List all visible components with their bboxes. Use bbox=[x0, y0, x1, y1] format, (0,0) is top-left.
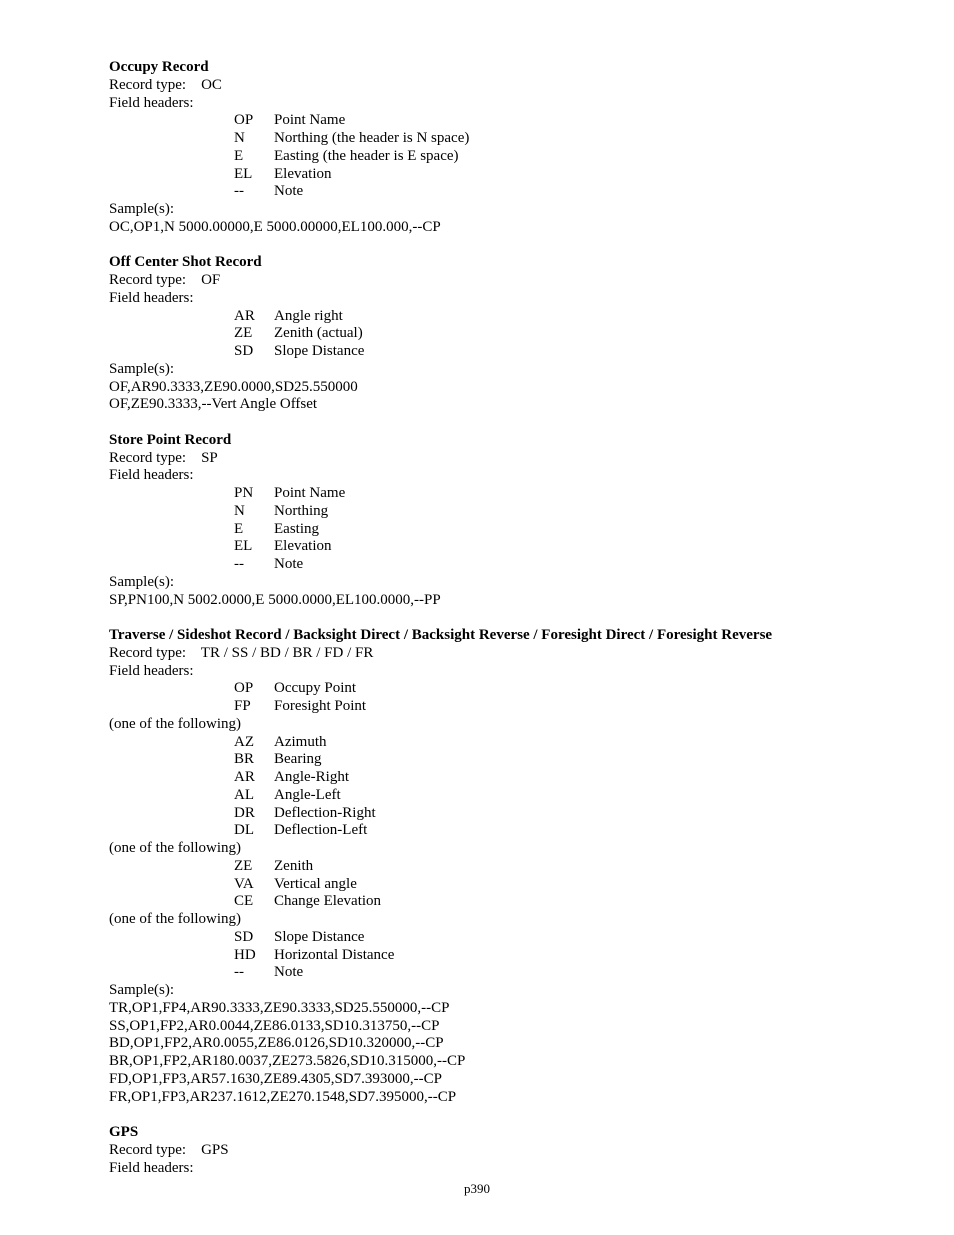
record-type-value: SP bbox=[201, 449, 218, 466]
field-desc: Zenith (actual) bbox=[274, 325, 363, 342]
field-code: DR bbox=[234, 804, 255, 821]
field-row bbox=[109, 485, 909, 503]
record-type-label: Record type: bbox=[109, 449, 187, 466]
field-desc: Elevation bbox=[274, 538, 332, 555]
field-row bbox=[109, 787, 909, 805]
sample-line: FR,OP1,FP3,AR237.1612,ZE270.1548,SD7.395000,--CP bbox=[109, 1088, 457, 1105]
field-row bbox=[109, 876, 909, 894]
group-label: (one of the following) bbox=[109, 715, 242, 732]
field-code: E bbox=[234, 520, 244, 537]
field-row bbox=[109, 183, 909, 201]
record-type-line bbox=[109, 450, 909, 468]
section-off-center-shot-record bbox=[109, 254, 909, 414]
field-code: N bbox=[234, 502, 245, 519]
samples-label: Sample(s): bbox=[109, 201, 174, 217]
field-code: OP bbox=[234, 680, 254, 697]
field-code: VA bbox=[234, 875, 254, 892]
sample-line: OF,AR90.3333,ZE90.0000,SD25.550000 bbox=[109, 378, 358, 395]
page-number: p390 bbox=[464, 1181, 490, 1196]
record-type-label: Record type: bbox=[109, 644, 187, 661]
field-code: E bbox=[234, 147, 244, 164]
field-desc: Easting (the header is E space) bbox=[274, 147, 459, 164]
record-type-line bbox=[109, 1142, 909, 1160]
field-desc: Note bbox=[274, 964, 304, 981]
record-type-value: OF bbox=[201, 272, 221, 288]
field-row bbox=[109, 308, 909, 326]
field-code: BR bbox=[234, 751, 255, 768]
field-row bbox=[109, 734, 909, 752]
section-title: GPS bbox=[109, 1124, 139, 1140]
field-row bbox=[109, 343, 909, 361]
field-row bbox=[109, 166, 909, 184]
field-desc: Note bbox=[274, 183, 304, 200]
field-row bbox=[109, 556, 909, 574]
record-type-label: Record type: bbox=[109, 272, 187, 288]
field-code: DL bbox=[234, 822, 254, 839]
field-desc: Elevation bbox=[274, 165, 332, 182]
field-row bbox=[109, 929, 909, 947]
record-type-value: TR / SS / BD / BR / FD / FR bbox=[200, 644, 374, 661]
record-type-line bbox=[109, 645, 909, 663]
sample-line: BD,OP1,FP2,AR0.0055,ZE86.0126,SD10.320000,--CP bbox=[109, 1035, 444, 1052]
field-desc: Angle-Left bbox=[274, 786, 341, 803]
field-row bbox=[109, 964, 909, 982]
field-desc: Angle right bbox=[274, 307, 343, 324]
field-headers-label: Field headers: bbox=[109, 1159, 194, 1176]
sample-line: BR,OP1,FP2,AR180.0037,ZE273.5826,SD10.315000,--CP bbox=[109, 1053, 466, 1069]
field-code: AR bbox=[234, 769, 255, 785]
document-page bbox=[109, 59, 909, 1177]
field-row bbox=[109, 538, 909, 556]
field-desc: Zenith bbox=[274, 857, 314, 874]
field-headers-label: Field headers: bbox=[109, 662, 194, 679]
sample-line: OF,ZE90.3333,--Vert Angle Offset bbox=[109, 396, 318, 413]
section-title: Store Point Record bbox=[109, 431, 232, 448]
field-code: EL bbox=[234, 538, 253, 555]
field-code: -- bbox=[234, 556, 244, 572]
field-desc: Bearing bbox=[274, 751, 322, 768]
group-label: (one of the following) bbox=[109, 911, 242, 927]
sample-line: OC,OP1,N 5000.00000,E 5000.00000,EL100.000,--CP bbox=[109, 218, 441, 235]
field-headers-label: Field headers: bbox=[109, 289, 194, 306]
field-headers-label: Field headers: bbox=[109, 94, 194, 111]
field-row bbox=[109, 805, 909, 823]
record-type-value: GPS bbox=[201, 1141, 229, 1158]
field-desc: Northing (the header is N space) bbox=[274, 130, 470, 146]
field-desc: Horizontal Distance bbox=[274, 946, 395, 963]
field-desc: Northing bbox=[274, 502, 329, 519]
section-store-point-record bbox=[109, 432, 909, 610]
field-desc: Deflection-Right bbox=[274, 804, 376, 821]
field-row bbox=[109, 822, 909, 840]
record-type-label: Record type: bbox=[109, 1141, 187, 1158]
section-title: Traverse / Sideshot Record / Backsight Direct / Backsight Reverse / Foresight Direct / Foresight Reverse bbox=[109, 627, 773, 643]
field-row bbox=[109, 858, 909, 876]
record-type-value: OC bbox=[201, 76, 222, 93]
field-code: CE bbox=[234, 893, 254, 910]
field-code: SD bbox=[234, 928, 254, 945]
field-desc: Foresight Point bbox=[274, 698, 367, 714]
samples-label: Sample(s): bbox=[109, 360, 174, 377]
field-desc: Slope Distance bbox=[274, 343, 365, 359]
field-code: FP bbox=[234, 698, 251, 714]
field-code: HD bbox=[234, 946, 256, 963]
field-code: OP bbox=[234, 112, 254, 129]
field-code: PN bbox=[234, 485, 254, 501]
field-row bbox=[109, 148, 909, 166]
field-headers-label: Field headers: bbox=[109, 467, 194, 484]
section-occupy-record bbox=[109, 59, 909, 237]
sample-line: TR,OP1,FP4,AR90.3333,ZE90.3333,SD25.550000,--CP bbox=[109, 999, 450, 1016]
sample-line: FD,OP1,FP3,AR57.1630,ZE89.4305,SD7.393000,--CP bbox=[109, 1070, 442, 1087]
field-desc: Azimuth bbox=[274, 733, 327, 750]
field-row bbox=[109, 698, 909, 716]
field-code: EL bbox=[234, 165, 253, 182]
field-desc: Vertical angle bbox=[274, 875, 357, 892]
field-row bbox=[109, 503, 909, 521]
field-row bbox=[109, 947, 909, 965]
field-row bbox=[109, 893, 909, 911]
field-code: AR bbox=[234, 307, 255, 324]
field-desc: Occupy Point bbox=[274, 680, 357, 697]
field-desc: Slope Distance bbox=[274, 928, 365, 945]
field-desc: Point Name bbox=[274, 485, 346, 501]
record-type-line bbox=[109, 272, 909, 290]
field-code: ZE bbox=[234, 325, 253, 342]
field-row bbox=[109, 680, 909, 698]
section-title: Off Center Shot Record bbox=[109, 254, 262, 271]
record-type-label: Record type: bbox=[109, 76, 187, 93]
field-row bbox=[109, 769, 909, 787]
field-desc: Change Elevation bbox=[274, 893, 382, 910]
section-traverse-sideshot-record bbox=[109, 627, 909, 1106]
field-code: AZ bbox=[234, 733, 254, 750]
field-code: N bbox=[234, 130, 245, 146]
field-desc: Easting bbox=[274, 520, 319, 537]
field-row bbox=[109, 521, 909, 539]
samples-label: Sample(s): bbox=[109, 982, 174, 998]
field-code: -- bbox=[234, 183, 244, 200]
group-label: (one of the following) bbox=[109, 840, 242, 856]
section-title: Occupy Record bbox=[109, 59, 209, 75]
field-code: -- bbox=[234, 964, 244, 981]
field-row bbox=[109, 112, 909, 130]
field-desc: Deflection-Left bbox=[274, 822, 368, 839]
sample-line: SP,PN100,N 5002.0000,E 5000.0000,EL100.0000,--PP bbox=[109, 591, 441, 608]
field-row bbox=[109, 130, 909, 148]
field-desc: Point Name bbox=[274, 112, 346, 129]
field-code: SD bbox=[234, 343, 254, 359]
field-desc: Note bbox=[274, 556, 304, 572]
field-desc: Angle-Right bbox=[274, 769, 349, 785]
samples-label: Sample(s): bbox=[109, 573, 174, 590]
section-gps bbox=[109, 1124, 909, 1177]
record-type-line bbox=[109, 77, 909, 95]
field-code: AL bbox=[234, 786, 254, 803]
field-row bbox=[109, 325, 909, 343]
field-code: ZE bbox=[234, 857, 253, 874]
sample-line: SS,OP1,FP2,AR0.0044,ZE86.0133,SD10.313750,--CP bbox=[109, 1017, 440, 1034]
field-row bbox=[109, 751, 909, 769]
